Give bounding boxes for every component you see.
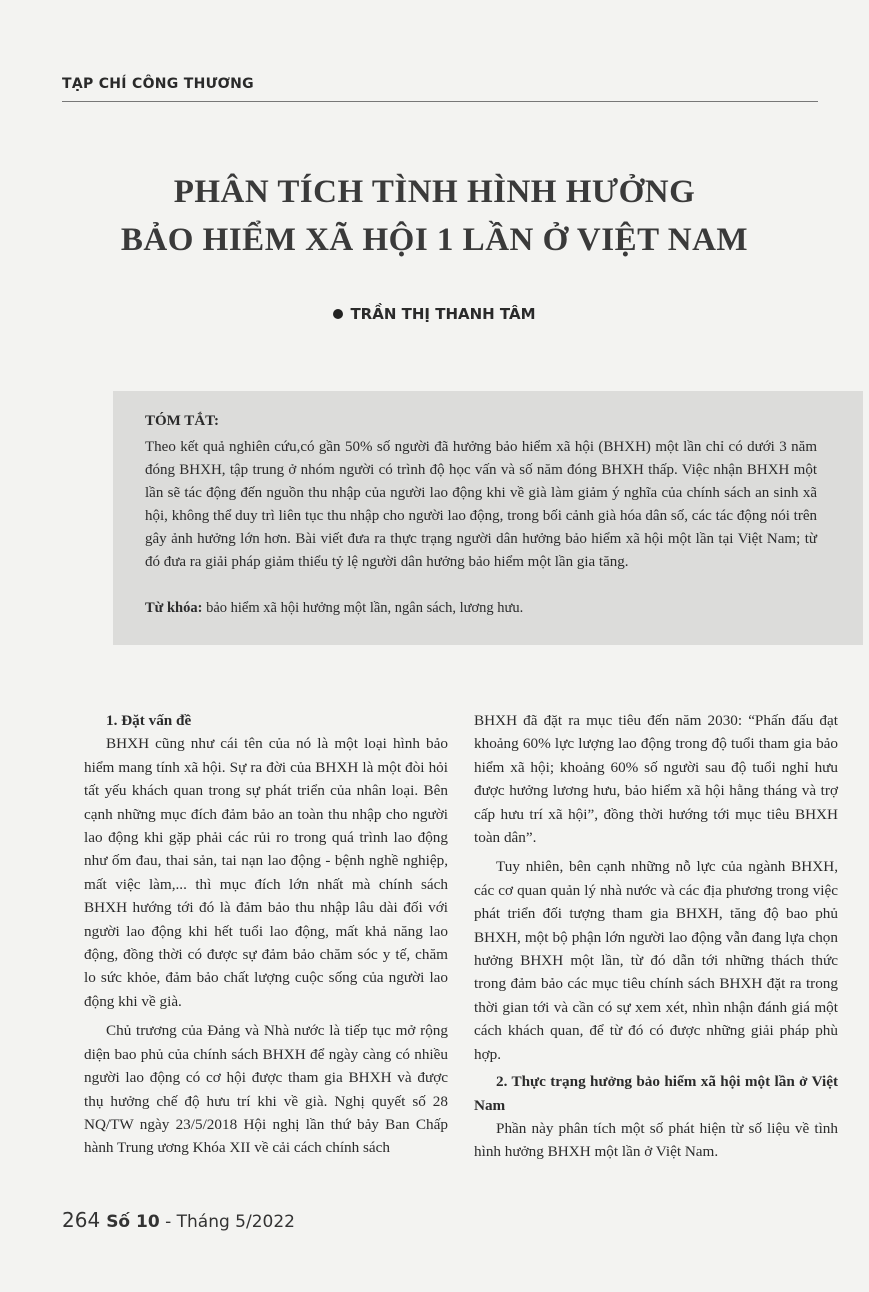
issue-number: Số 10 — [106, 1212, 160, 1232]
section-2-heading: 2. Thực trạng hưởng bảo hiểm xã hội một lần ở Việt Nam — [474, 1073, 838, 1114]
left-paragraph-2: Chủ trương của Đảng và Nhà nước là tiếp tục mở rộng diện bao phủ của chính sách BHXH để ngày càng có nhiều người lao động có cơ hội được tham gia BHXH và được thụ hưởng chế độ hưu trí khi về già. Nghị quyết số 28 NQ/TW ngày 23/5/2018 Hội nghị lần thứ bảy Ban Chấp hành Trung ương Khóa XII về cải cách chính sách — [84, 1022, 448, 1157]
keywords-label: Từ khóa: — [145, 600, 203, 616]
author-name: TRẦN THỊ THANH TÂM — [350, 305, 536, 323]
article-title — [0, 168, 869, 264]
page-footer — [62, 1208, 295, 1232]
section-1-heading: 1. Đặt vấn đề — [106, 712, 192, 729]
right-paragraph-1: BHXH đã đặt ra mục tiêu đến năm 2030: “Phấn đấu đạt khoảng 60% lực lượng lao động trong độ tuổi tham gia bảo hiểm xã hội; khoảng 60% số người sau độ tuổi nghỉ hưu được hưởng lương hưu, bảo hiểm xã hội hằng tháng và trợ cấp hưu trí xã hội”, đồng thời hướng tới mục tiêu BHXH toàn dân”. — [474, 712, 838, 847]
right-paragraph-3: Phần này phân tích một số phát hiện từ số liệu về tình hình hưởng BHXH một lần ở Việt Nam. — [474, 1119, 838, 1161]
left-column — [84, 709, 448, 1160]
abstract-body — [145, 436, 817, 574]
abstract-heading: TÓM TẮT: — [145, 413, 220, 429]
abstract-box — [113, 391, 863, 645]
author-line — [0, 305, 869, 323]
journal-name: TẠP CHÍ CÔNG THƯƠNG — [62, 76, 254, 92]
issue-date: Tháng 5/2022 — [176, 1212, 295, 1232]
keywords-line — [145, 600, 523, 617]
keywords-text: bảo hiểm xã hội hưởng một lần, ngân sách, lương hưu. — [206, 600, 524, 616]
title-line-1: PHÂN TÍCH TÌNH HÌNH HƯỞNG — [173, 174, 696, 210]
title-line-2: BẢO HIỂM XÃ HỘI 1 LẦN Ở VIỆT NAM — [120, 222, 749, 258]
footer-separator: - — [159, 1212, 177, 1232]
abstract-text: Theo kết quả nghiên cứu,có gần 50% số người đã hưởng bảo hiểm xã hội (BHXH) một lần chỉ có dưới 3 năm đóng BHXH, tập trung ở nhóm người có trình độ học vấn và số năm đóng BHXH thấp. Việc nhận BHXH một lần sẽ tác động đến nguồn thu nhập của người lao động khi về già làm giảm ý nghĩa của chính sách an sinh xã hội, không thể duy trì liên tục thu nhập cho người lao động, trong bối cảnh già hóa dân số, các tác động nói trên gây ảnh hưởng lớn hơn. Bài viết đưa ra thực trạng người dân hưởng bảo hiểm xã hội một lần tại Việt Nam; từ đó đưa ra giải pháp giảm thiểu tỷ lệ người dân hưởng bảo hiểm một lần gia tăng. — [145, 439, 817, 570]
right-paragraph-2: Tuy nhiên, bên cạnh những nỗ lực của ngành BHXH, các cơ quan quản lý nhà nước và các địa phương trong việc phát triển đối tượng tham gia BHXH, tăng độ bao phủ BHXH, một bộ phận lớn người lao động vẫn đang lựa chọn hưởng BHXH một lần, từ đó dẫn tới những thách thức trong đảm bảo các mục tiêu chính sách BHXH đặt ra trong thời gian tới và cần có sự xem xét, nhìn nhận đánh giá một cách khách quan, để từ đó có được những giải pháp phù hợp. — [474, 858, 838, 1063]
bullet-icon — [333, 309, 343, 319]
right-column — [474, 709, 838, 1164]
left-paragraph-1: BHXH cũng như cái tên của nó là một loại hình bảo hiểm mang tính xã hội. Sự ra đời của BHXH là một đòi hỏi tất yếu khách quan trong sự phát triển của nhân loại. Bên cạnh những mục đích đảm bảo an toàn thu nhập cho người lao động khi gặp phải các rủi ro trong quá trình lao động như ốm đau, thai sản, tai nạn lao động - bệnh nghề nghiệp, mất việc làm,... thì mục đích lớn nhất mà chính sách BHXH hướng tới đó là đảm bảo thu nhập lâu dài đối với người lao động khi hết tuổi lao động, mất khả năng lao động, đồng thời có được sự đảm bảo chăm sóc y tế, chăm lo sức khỏe, đảm bảo chất lượng cuộc sống của người lao động khi về già. — [84, 735, 448, 1010]
header-rule — [62, 101, 818, 102]
page-number: 264 — [62, 1208, 101, 1232]
